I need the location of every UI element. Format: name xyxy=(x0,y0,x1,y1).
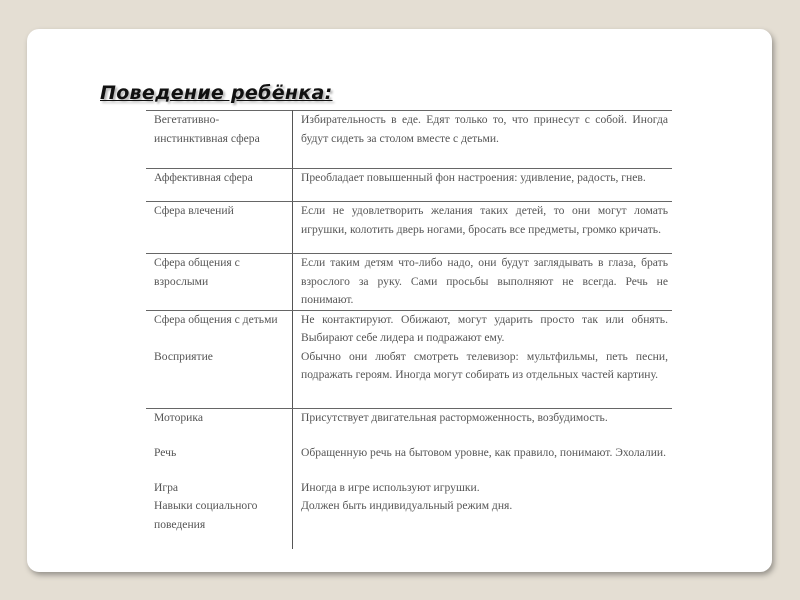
behavior-table xyxy=(146,110,672,549)
description-cell: Обычно они любят смотреть телевизор: мультфильмы, петь песни, подражать героям. Иногда могут собирать из отдельных частей картину. xyxy=(293,348,673,409)
description-cell: Если не удовлетворить желания таких детей, то они могут ломать игрушки, колотить дверь ногами, бросать все предметы, громко кричать. xyxy=(293,202,673,254)
table-row xyxy=(146,444,672,479)
description-cell: Иногда в игре используют игрушки. xyxy=(301,480,480,494)
table-row xyxy=(146,169,672,202)
behavior-table-body xyxy=(146,111,672,550)
sphere-cell: Сфера общения с взрослыми xyxy=(146,254,293,311)
table-row xyxy=(146,479,672,498)
table-row xyxy=(146,348,672,409)
table-row xyxy=(146,409,672,444)
description-cell: Избирательность в еде. Едят только то, что принесут с собой. Иногда будут сидеть за столом вместе с детьми. xyxy=(293,111,673,169)
table-row xyxy=(146,310,672,348)
description-cell: Преобладает повышенный фон настроения: удивление, радость, гнев. xyxy=(293,169,673,202)
sphere-cell: Моторика xyxy=(146,409,293,444)
sphere-cell: Аффективная сфера xyxy=(146,169,293,202)
table-row xyxy=(146,111,672,169)
table-row xyxy=(146,202,672,254)
description-cell: Должен быть индивидуальный режим дня. xyxy=(301,499,513,512)
sphere-cell: Сфера влечений xyxy=(146,202,293,254)
slide-title: Поведение ребёнка: xyxy=(100,82,333,104)
sphere-cell: Навыки социального поведения xyxy=(146,497,293,549)
description-cell: Если таким детям что-либо надо, они будут заглядывать в глаза, брать взрослого за руку. Сами просьбы выполняют не всегда. Речь не понимают. xyxy=(293,254,673,311)
description-cell: Не контактируют. Обижают, могут ударить просто так или обнять. Выбирают себе лидера и подражают ему. xyxy=(301,312,668,344)
description-cell: Обращенную речь на бытовом уровне, как правило, понимают. Эхолалии. xyxy=(301,445,667,459)
sphere-cell: Игра xyxy=(146,479,293,498)
description-cell: Присутствует двигательная расторможенность, возбудимость. xyxy=(301,411,608,424)
table-row xyxy=(146,254,672,311)
sphere-cell: Речь xyxy=(146,444,293,479)
table-row xyxy=(146,497,672,549)
sphere-cell: Сфера общения с детьми xyxy=(146,310,293,348)
sphere-cell: Вегетативно-инстинктивная сфера xyxy=(146,111,293,169)
sphere-cell: Восприятие xyxy=(146,348,293,409)
